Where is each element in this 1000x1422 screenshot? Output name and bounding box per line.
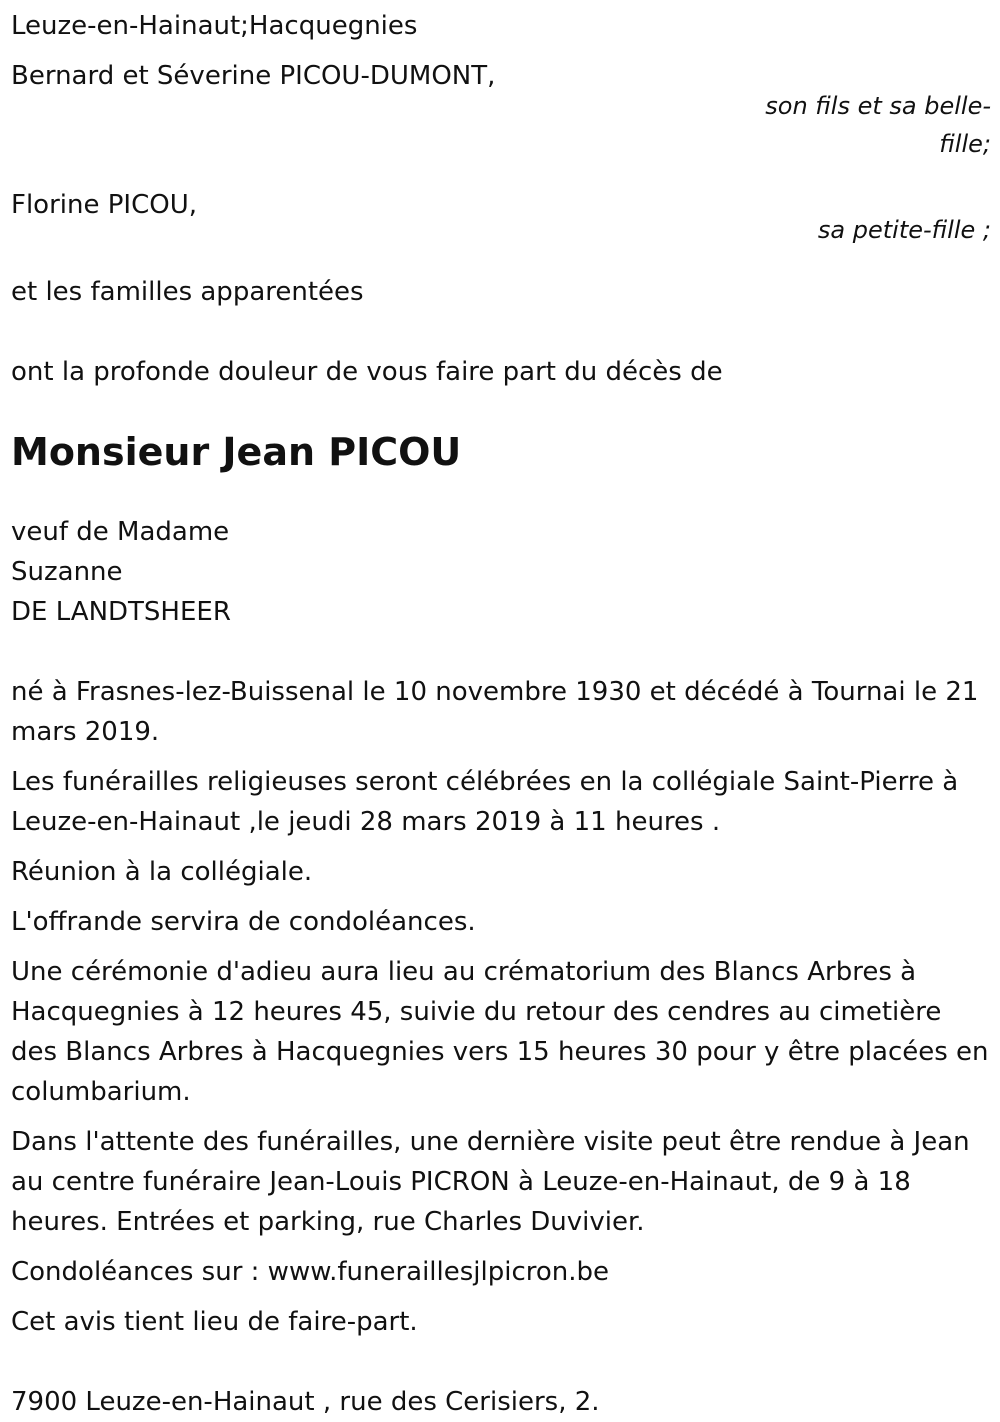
obituary-notice [11,6,991,1422]
widower-block [11,512,991,632]
offering-paragraph: L'offrande servira de condoléances. [11,907,476,937]
family-member-name: Bernard et Séverine PICOU-DUMONT, [11,61,496,91]
condolences-paragraph: Condoléances sur : www.funeraillesjlpicron.be [11,1257,610,1287]
visit-paragraph: Dans l'attente des funérailles, une dernière visite peut être rendue à Jean au centre funéraire Jean-Louis PICRON à Leuze-en-Hainaut, de 9 à 18 heures. Entrées et parking, rue Charles Duvivier. [11,1127,970,1237]
family-member-name: Florine PICOU, [11,190,197,220]
meeting-paragraph: Réunion à la collégiale. [11,857,313,887]
widower-line: DE LANDTSHEER [11,597,231,627]
announcement-line: ont la profonde douleur de vous faire part du décès de [11,357,723,387]
family-member-relation: sa petite-fille ; [817,216,991,244]
deceased-name: Monsieur Jean PICOU [11,430,462,474]
ceremony-paragraph: Une cérémonie d'adieu aura lieu au crématorium des Blancs Arbres à Hacquegnies à 12 heures 45, suivie du retour des cendres au cimetière des Blancs Arbres à Hacquegnies vers 15 heures 30 pour y être placées en columbarium. [11,957,989,1107]
address-line: 7900 Leuze-en-Hainaut , rue des Cerisiers, 2. [11,1387,600,1417]
widower-line: Suzanne [11,557,123,587]
funeral-paragraph: Les funérailles religieuses seront célébrées en la collégiale Saint-Pierre à Leuze-en-Hainaut ,le jeudi 28 mars 2019 à 11 heures . [11,767,959,837]
location-line: Leuze-en-Hainaut;Hacquegnies [11,11,418,41]
notice-paragraph: Cet avis tient lieu de faire-part. [11,1307,418,1337]
birth-death-paragraph: né à Frasnes-lez-Buissenal le 10 novembre 1930 et décédé à Tournai le 21 mars 2019. [11,677,979,747]
widower-line: veuf de Madame [11,517,230,547]
families-line: et les familles apparentées [11,277,364,307]
family-member-relation: son fils et sa belle-fille; [765,92,991,158]
